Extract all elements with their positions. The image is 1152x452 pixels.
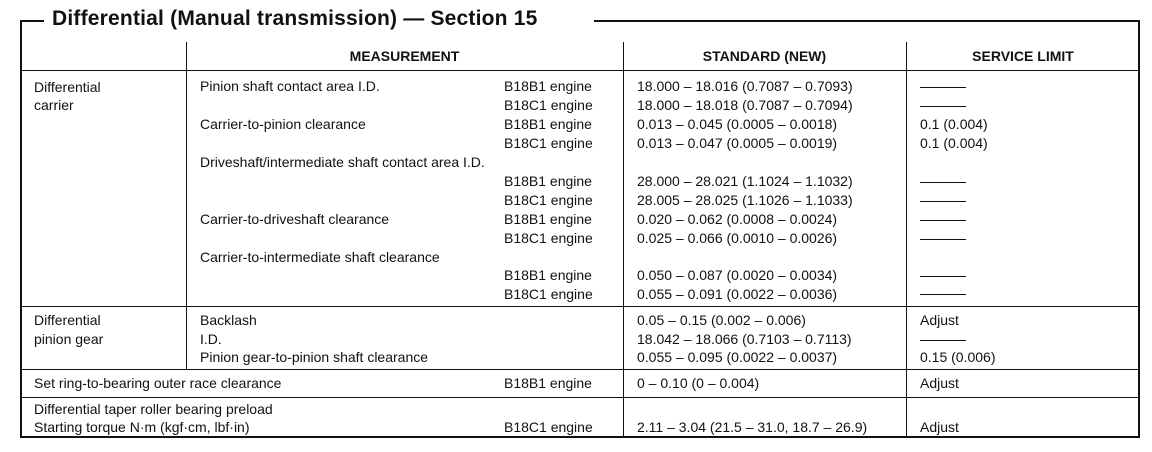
category-label: Set ring-to-bearing outer race clearance [34,375,282,391]
service-limit-value: 0.15 (0.006) [920,349,996,365]
standard-value: 0.013 – 0.045 (0.0005 – 0.0018) [637,116,838,132]
measurement-item: Pinion shaft contact area I.D. [200,78,380,94]
standard-value: 28.005 – 28.025 (1.1026 – 1.1033) [637,192,853,208]
measurement-item: I.D. [200,331,222,347]
engine-label: B18C1 engine [504,97,593,113]
no-limit-dash [920,220,966,221]
measurement-item: Carrier-to-driveshaft clearance [200,211,390,227]
standard-value: 0.050 – 0.087 (0.0020 – 0.0034) [637,267,838,283]
standard-value: 18.000 – 18.016 (0.7087 – 0.7093) [637,78,853,94]
category-label: Differential [34,79,101,95]
standard-value: 0.025 – 0.066 (0.0010 – 0.0026) [637,230,838,246]
engine-label: B18C1 engine [504,230,593,246]
category-column-divider-b [186,306,187,370]
no-limit-dash [920,182,966,183]
service-limit-value: Adjust [920,312,959,328]
standard-value: 18.042 – 18.066 (0.7103 – 0.7113) [637,331,852,347]
engine-label: B18B1 engine [504,375,592,391]
category-label: pinion gear [34,331,104,347]
section-divider-1 [20,306,1140,307]
engine-label: B18B1 engine [504,267,592,283]
engine-label: B18C1 engine [504,419,593,435]
category-label: carrier [34,97,74,113]
service-limit-value: 0.1 (0.004) [920,135,988,151]
no-limit-dash [920,87,966,88]
category-label: Differential [34,312,101,328]
section-divider-3 [20,397,1140,398]
standard-value: 28.000 – 28.021 (1.1024 – 1.1032) [637,173,853,189]
category-column-divider-a [186,42,187,307]
no-limit-dash [920,340,966,341]
measurement-item: Driveshaft/intermediate shaft contact area I.D. [200,154,485,170]
no-limit-dash [920,201,966,202]
engine-label: B18C1 engine [504,286,593,302]
engine-label: B18C1 engine [504,192,593,208]
standard-value: 0.055 – 0.091 (0.0022 – 0.0036) [637,286,838,302]
no-limit-dash [920,294,966,295]
page-title: Differential (Manual transmission) — Section 15 [52,7,538,30]
header-measurement: MEASUREMENT [349,48,460,64]
section-divider-2 [20,369,1140,370]
standard-value: 0.055 – 0.095 (0.0022 – 0.0037) [637,349,838,365]
engine-label: B18B1 engine [504,78,592,94]
standard-column-divider [623,42,624,438]
standard-value: 0.05 – 0.15 (0.002 – 0.006) [637,312,806,328]
measurement-item: Carrier-to-pinion clearance [200,116,366,132]
measurement-item: Carrier-to-intermediate shaft clearance [200,249,440,265]
standard-value: 0.020 – 0.062 (0.0008 – 0.0024) [637,211,838,227]
no-limit-dash [920,276,966,277]
category-label: Differential taper roller bearing preload [34,401,273,417]
engine-label: B18B1 engine [504,211,592,227]
service-limit-value: Adjust [920,375,959,391]
measurement-item: Pinion gear-to-pinion shaft clearance [200,349,429,365]
measurement-item: Backlash [200,312,257,328]
category-label: Starting torque N·m (kgf·cm, lbf·in) [34,419,250,435]
header-divider [20,70,1140,71]
service-limit-value: 0.1 (0.004) [920,116,988,132]
standard-value: 2.11 – 3.04 (21.5 – 31.0, 18.7 – 26.9) [637,419,868,435]
engine-label: B18C1 engine [504,135,593,151]
header-service-limit: SERVICE LIMIT [972,48,1074,64]
limit-column-divider [906,42,907,438]
no-limit-dash [920,106,966,107]
header-standard: STANDARD (NEW) [702,48,827,64]
engine-label: B18B1 engine [504,173,592,189]
standard-value: 0 – 0.10 (0 – 0.004) [637,375,760,391]
no-limit-dash [920,239,966,240]
engine-label: B18B1 engine [504,116,592,132]
standard-value: 18.000 – 18.018 (0.7087 – 0.7094) [637,97,853,113]
standard-value: 0.013 – 0.047 (0.0005 – 0.0019) [637,135,838,151]
service-limit-value: Adjust [920,419,959,435]
